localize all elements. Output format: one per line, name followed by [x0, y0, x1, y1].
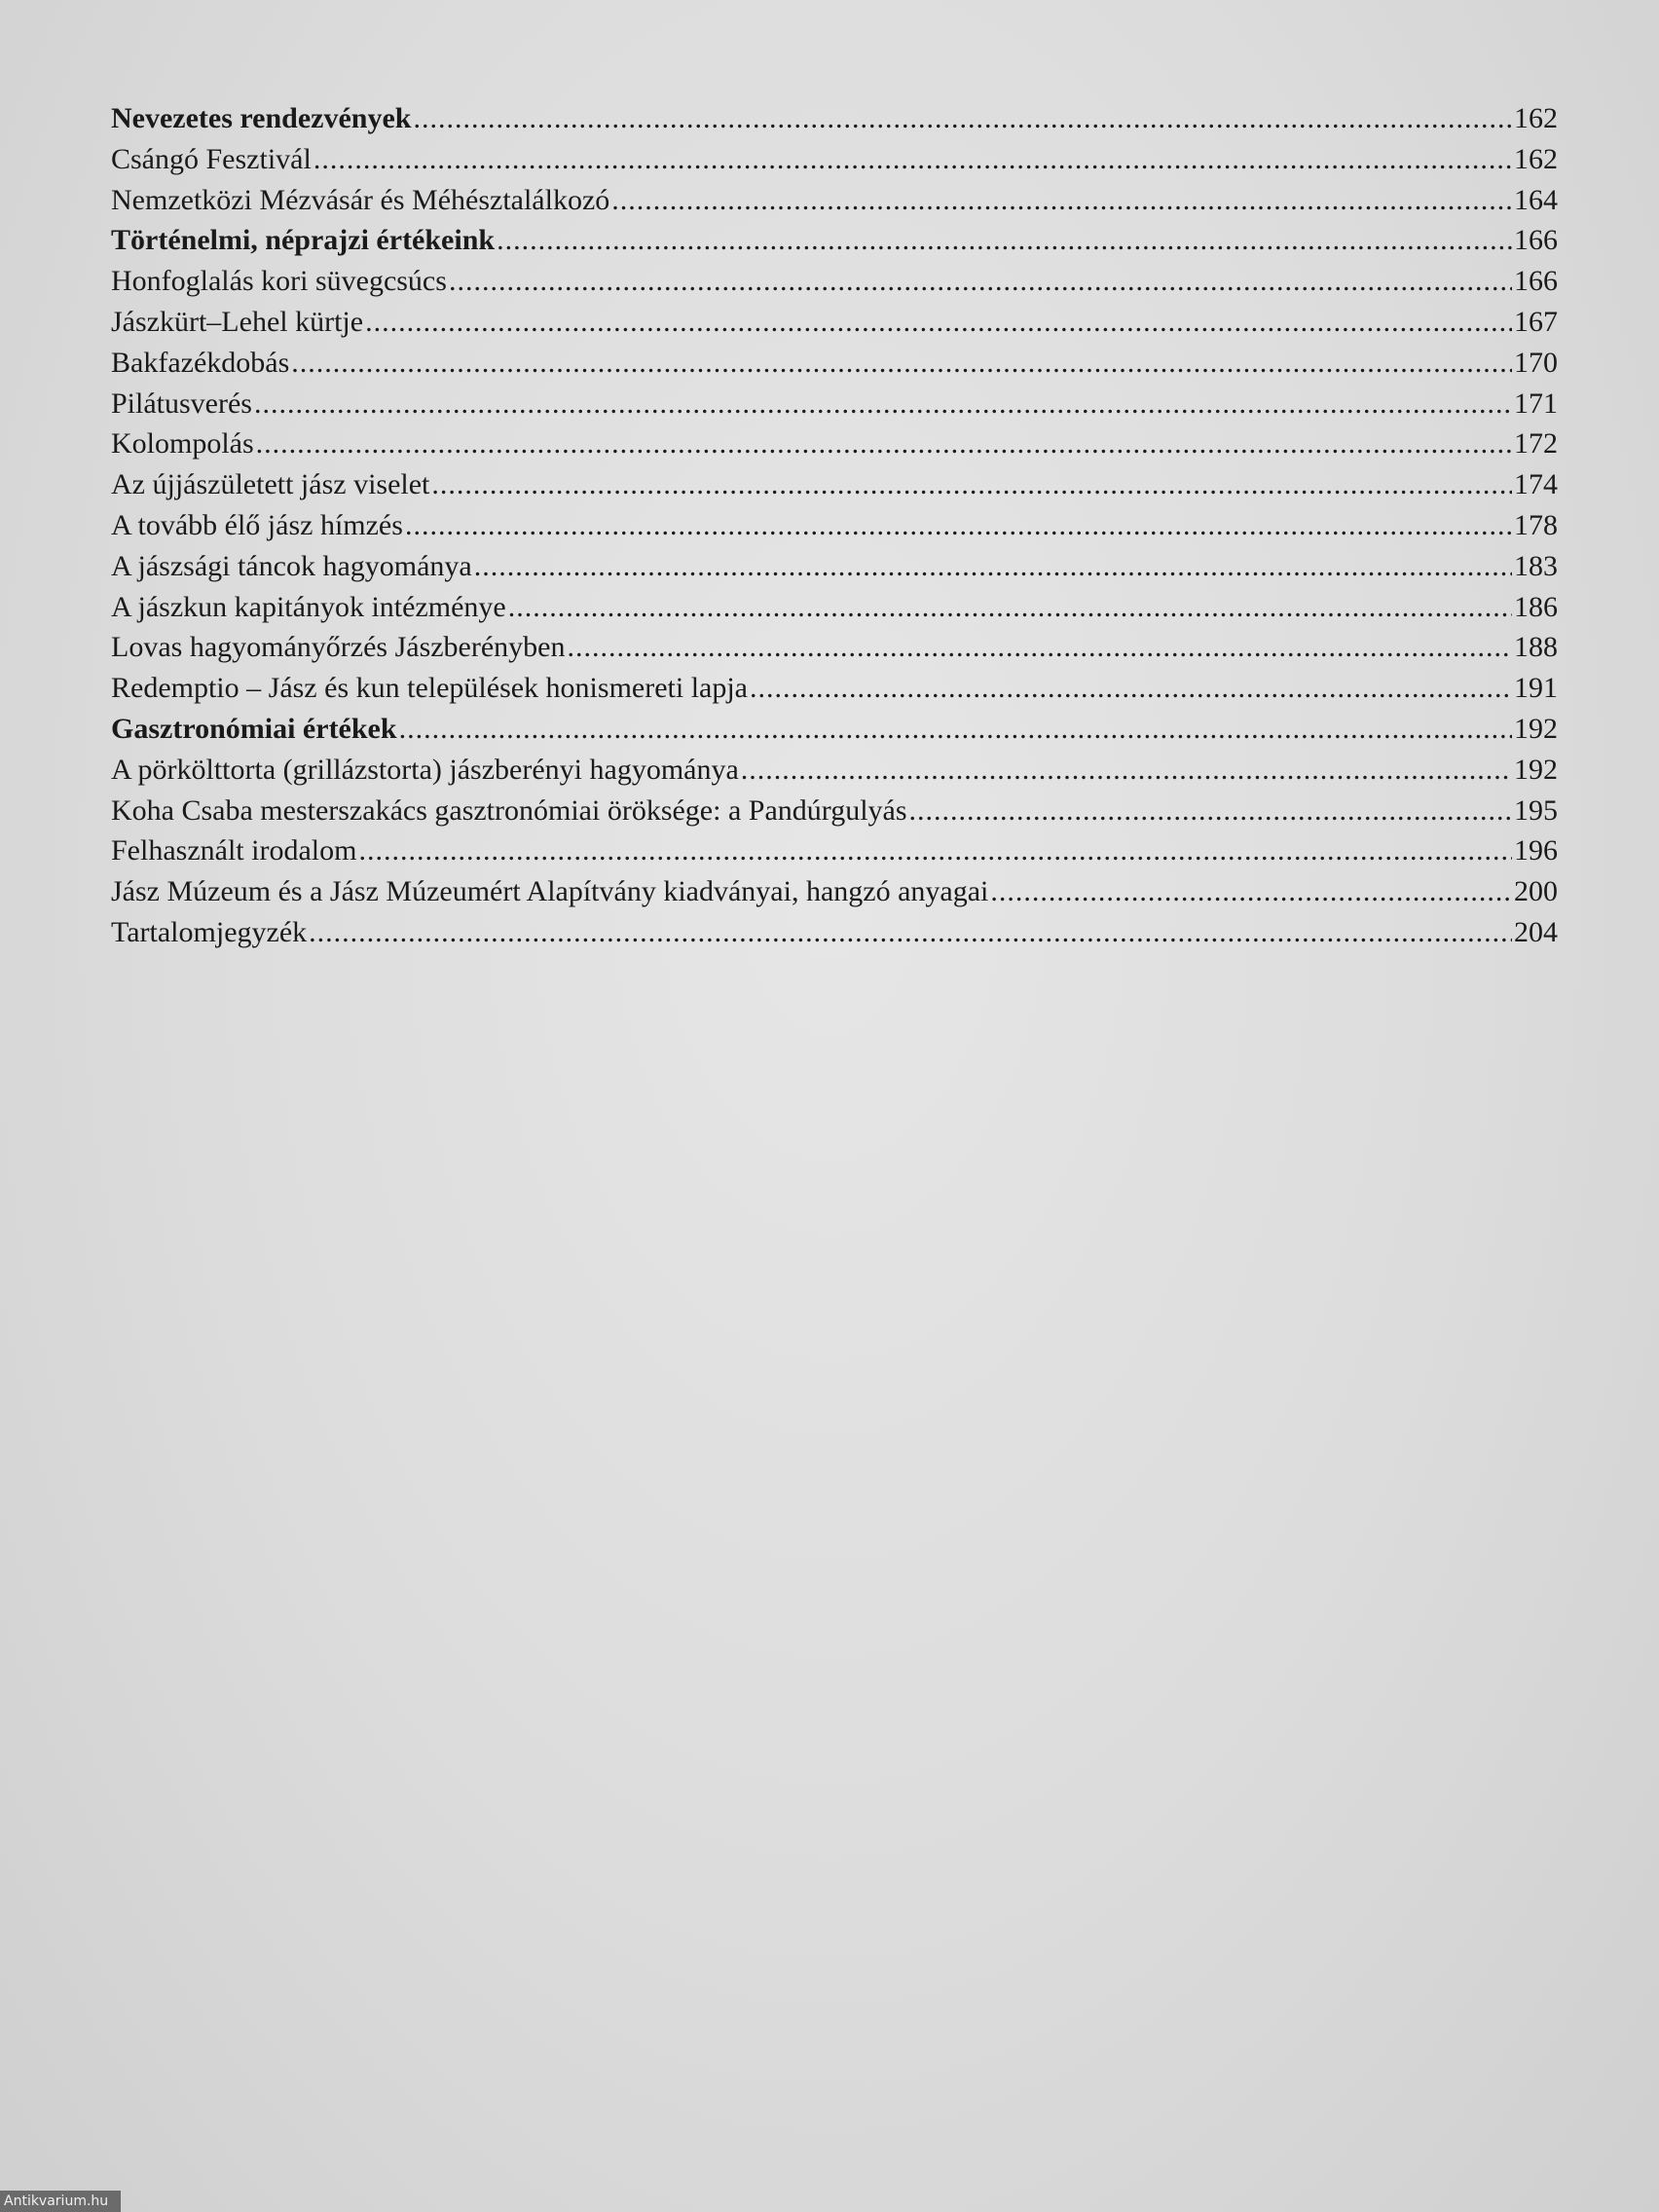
toc-page-number: 162 [1514, 102, 1558, 134]
toc-page-number: 204 [1514, 915, 1558, 948]
toc-entry [111, 261, 1558, 302]
toc-dot-leader [611, 180, 1512, 221]
toc-entry-title: Történelmi, néprajzi értékeink [111, 224, 496, 257]
toc-entry-title: A tovább élő jász hímzés [111, 508, 403, 541]
toc-entry [111, 139, 1558, 180]
toc-page-number: 196 [1514, 834, 1558, 867]
toc-entry-title: Redemptio – Jász és kun települések honismereti lapja [111, 672, 748, 705]
toc-page-number: 167 [1514, 305, 1558, 338]
toc-page-number: 174 [1514, 468, 1558, 501]
toc-dot-leader [414, 98, 1513, 139]
toc-entry-title: Honfoglalás kori süvegcsúcs [111, 265, 447, 298]
toc-entry [111, 791, 1558, 831]
watermark: Antikvarium.hu [0, 2191, 121, 2212]
toc-entry-title: Csángó Fesztivál [111, 142, 312, 175]
toc-entry-title: Koha Csaba mesterszakács gasztronómiai öröksége: a Pandúrgulyás [111, 793, 907, 827]
toc-dot-leader [358, 830, 1512, 871]
toc-entry [111, 546, 1558, 587]
toc-page-number: 195 [1514, 793, 1558, 827]
toc-page-number: 172 [1514, 427, 1558, 461]
toc-dot-leader [909, 791, 1512, 831]
toc-page-number: 200 [1514, 875, 1558, 908]
toc-page-number: 178 [1514, 508, 1558, 541]
toc-entry-title: Jászkürt–Lehel kürtje [111, 305, 364, 338]
toc-entry [111, 587, 1558, 628]
toc-page-number: 170 [1514, 346, 1558, 379]
toc-page-number: 188 [1514, 631, 1558, 664]
toc-entry [111, 505, 1558, 546]
toc-entry [111, 302, 1558, 343]
toc-dot-leader [431, 464, 1512, 505]
toc-entry [111, 343, 1558, 384]
toc-dot-leader [508, 587, 1512, 628]
toc-entry-title: Lovas hagyományőrzés Jászberényben [111, 631, 566, 664]
toc-entry-title: Bakfazékdobás [111, 346, 290, 379]
toc-dot-leader [291, 343, 1512, 384]
toc-entry-title: Nevezetes rendezvények [111, 102, 412, 134]
toc-entry-title: A jászkun kapitányok intézménye [111, 590, 506, 623]
toc-entry [111, 912, 1558, 953]
toc-page-number: 192 [1514, 753, 1558, 786]
toc-dot-leader [750, 668, 1512, 709]
toc-dot-leader [365, 302, 1512, 343]
toc-entry [111, 424, 1558, 464]
toc-entry [111, 627, 1558, 668]
toc-entry [111, 750, 1558, 791]
toc-dot-leader [568, 627, 1513, 668]
toc-dot-leader [474, 546, 1512, 587]
toc-entry-title: A pörkölttorta (grillázstorta) jászberényi hagyománya [111, 753, 739, 786]
toc-page-number: 166 [1514, 265, 1558, 298]
toc-entry-title: Kolompolás [111, 427, 254, 461]
toc-page-number: 164 [1514, 183, 1558, 216]
toc-entry-title: Jász Múzeum és a Jász Múzeumért Alapítvány kiadványai, hangzó anyagai [111, 875, 989, 908]
toc-dot-leader [449, 261, 1512, 302]
toc-entry [111, 830, 1558, 871]
toc-section-heading [111, 220, 1558, 261]
toc-entry [111, 180, 1558, 221]
toc-dot-leader [313, 139, 1512, 180]
toc-entry-title: Gasztronómiai értékek [111, 712, 397, 745]
toc-entry [111, 668, 1558, 709]
toc-page-number: 191 [1514, 672, 1558, 705]
toc-entry-title: A jászsági táncok hagyománya [111, 549, 472, 582]
table-of-contents [111, 98, 1558, 953]
toc-page-number: 183 [1514, 549, 1558, 582]
toc-section-heading [111, 709, 1558, 750]
toc-dot-leader [990, 871, 1512, 912]
toc-entry [111, 384, 1558, 424]
toc-dot-leader [497, 220, 1512, 261]
toc-entry-title: Tartalomjegyzék [111, 915, 308, 948]
toc-entry-title: Felhasznált irodalom [111, 834, 357, 867]
toc-dot-leader [741, 750, 1512, 791]
toc-entry-title: Az újjászületett jász viselet [111, 468, 430, 501]
toc-page-number: 192 [1514, 712, 1558, 745]
toc-dot-leader [399, 709, 1512, 750]
toc-dot-leader [309, 912, 1512, 953]
toc-entry [111, 464, 1558, 505]
toc-dot-leader [254, 384, 1512, 424]
toc-entry [111, 871, 1558, 912]
toc-dot-leader [405, 505, 1512, 546]
toc-page-number: 166 [1514, 224, 1558, 257]
toc-page-number: 186 [1514, 590, 1558, 623]
toc-section-heading [111, 98, 1558, 139]
toc-dot-leader [256, 424, 1512, 464]
toc-page-number: 162 [1514, 142, 1558, 175]
toc-entry-title: Pilátusverés [111, 387, 252, 420]
toc-page-number: 171 [1514, 387, 1558, 420]
toc-entry-title: Nemzetközi Mézvásár és Méhésztalálkozó [111, 183, 610, 216]
